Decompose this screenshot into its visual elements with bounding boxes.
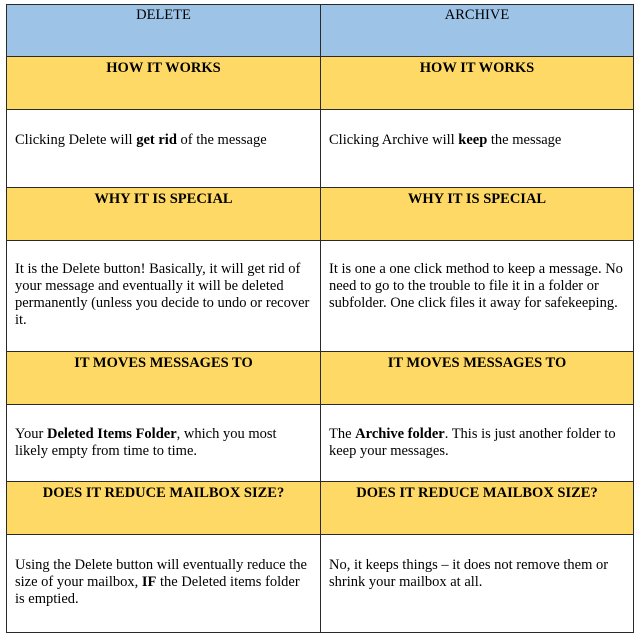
section-body-cell — [321, 241, 634, 352]
section-heading: IT MOVES MESSAGES TO — [321, 352, 634, 405]
column-header-row — [7, 5, 634, 57]
bold-text: Deleted Items Folder — [46, 426, 177, 442]
section-body-cell — [7, 405, 321, 482]
section-body-cell — [7, 241, 321, 352]
section-body-cell — [321, 535, 634, 633]
column-header-archive: ARCHIVE — [321, 5, 634, 57]
section-heading: DOES IT REDUCE MAILBOX SIZE? — [321, 482, 634, 535]
body-text: the Deleted items folder is emptied. — [15, 574, 300, 607]
body-text: It is one a one click method to keep a message. No need to go to the trouble to file it in a folder or subfolder. One click files it away for safekeeping. — [329, 261, 623, 311]
section-body-cell — [7, 535, 321, 633]
body-text: of the message — [176, 132, 267, 148]
section-heading: WHY IT IS SPECIAL — [7, 188, 321, 241]
section-body-row — [7, 110, 634, 188]
section-heading: IT MOVES MESSAGES TO — [7, 352, 321, 405]
section-body-cell — [321, 405, 634, 482]
body-text: Clicking Archive will — [329, 132, 459, 148]
section-body-row — [7, 535, 634, 633]
section-heading-row — [7, 482, 634, 535]
column-header-delete: DELETE — [7, 5, 321, 57]
section-heading-row — [7, 188, 634, 241]
bold-text: Archive folder — [355, 426, 445, 442]
section-body-row — [7, 405, 634, 482]
body-text: Clicking Delete will — [15, 132, 137, 148]
section-heading: HOW IT WORKS — [7, 57, 321, 110]
section-heading: WHY IT IS SPECIAL — [321, 188, 634, 241]
section-body-cell — [321, 110, 634, 188]
body-text: The — [329, 426, 356, 442]
body-text: It is the Delete button! Basically, it will get rid of your message and eventually it will be deleted permanently (unless you decide to undo or recover it. — [15, 261, 310, 328]
section-body-row — [7, 241, 634, 352]
bold-text: keep — [458, 132, 488, 148]
body-text: , which you most likely empty from time to time. — [15, 426, 277, 459]
bold-text: IF — [141, 574, 157, 590]
section-heading: DOES IT REDUCE MAILBOX SIZE? — [7, 482, 321, 535]
comparison-table — [6, 4, 634, 633]
body-text: Your — [15, 426, 47, 442]
body-text: the message — [487, 132, 562, 148]
body-text: Using the Delete button will eventually reduce the size of your mailbox, — [15, 557, 307, 590]
body-text: . This is just another folder to keep your messages. — [329, 426, 616, 459]
section-heading-row — [7, 57, 634, 110]
body-text: No, it keeps things – it does not remove them or shrink your mailbox at all. — [329, 557, 609, 590]
section-heading-row — [7, 352, 634, 405]
section-body-cell — [7, 110, 321, 188]
bold-text: get rid — [136, 132, 177, 148]
section-heading: HOW IT WORKS — [321, 57, 634, 110]
